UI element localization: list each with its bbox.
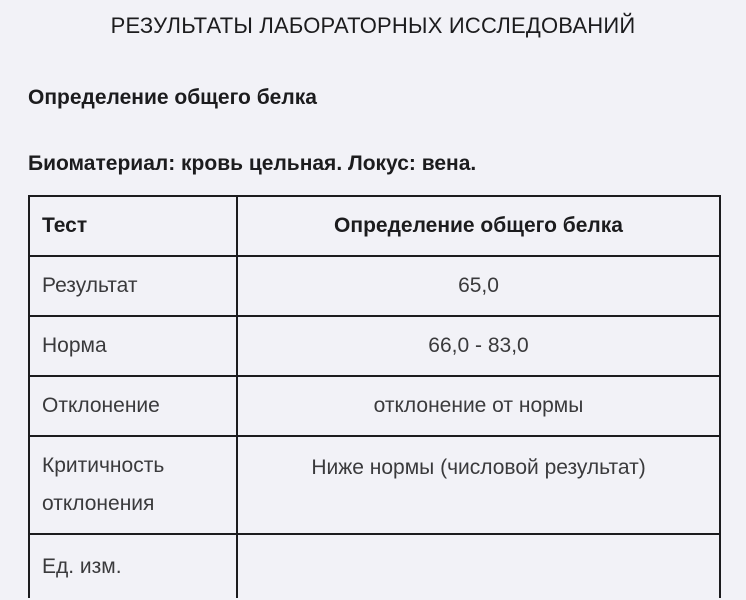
row-value-cell: Ниже нормы (числовой результат) xyxy=(237,436,720,534)
row-value-cell xyxy=(237,534,720,598)
results-table xyxy=(28,195,721,598)
row-label-cell: Ед. изм. xyxy=(29,534,237,598)
table-row-unit xyxy=(29,534,720,598)
row-label-cell: Критичность отклонения xyxy=(29,436,237,534)
header-value-cell: Определение общего белка xyxy=(237,196,720,256)
row-value-cell: 65,0 xyxy=(237,256,720,316)
row-label-cell: Результат xyxy=(29,256,237,316)
section-title: Определение общего белка xyxy=(28,86,317,109)
table-row-norm xyxy=(29,316,720,376)
table-row-criticality xyxy=(29,436,720,534)
row-value-cell: отклонение от нормы xyxy=(237,376,720,436)
table-row-result xyxy=(29,256,720,316)
page-title: РЕЗУЛЬТАТЫ ЛАБОРАТОРНЫХ ИССЛЕДОВАНИЙ xyxy=(110,13,636,38)
row-label-cell: Отклонение xyxy=(29,376,237,436)
table-header-row xyxy=(29,196,720,256)
row-label-cell: Норма xyxy=(29,316,237,376)
biomaterial-info: Биоматериал: кровь цельная. Локус: вена. xyxy=(28,152,477,175)
table-row-deviation xyxy=(29,376,720,436)
header-label-cell: Тест xyxy=(29,196,237,256)
row-value-cell: 66,0 - 83,0 xyxy=(237,316,720,376)
